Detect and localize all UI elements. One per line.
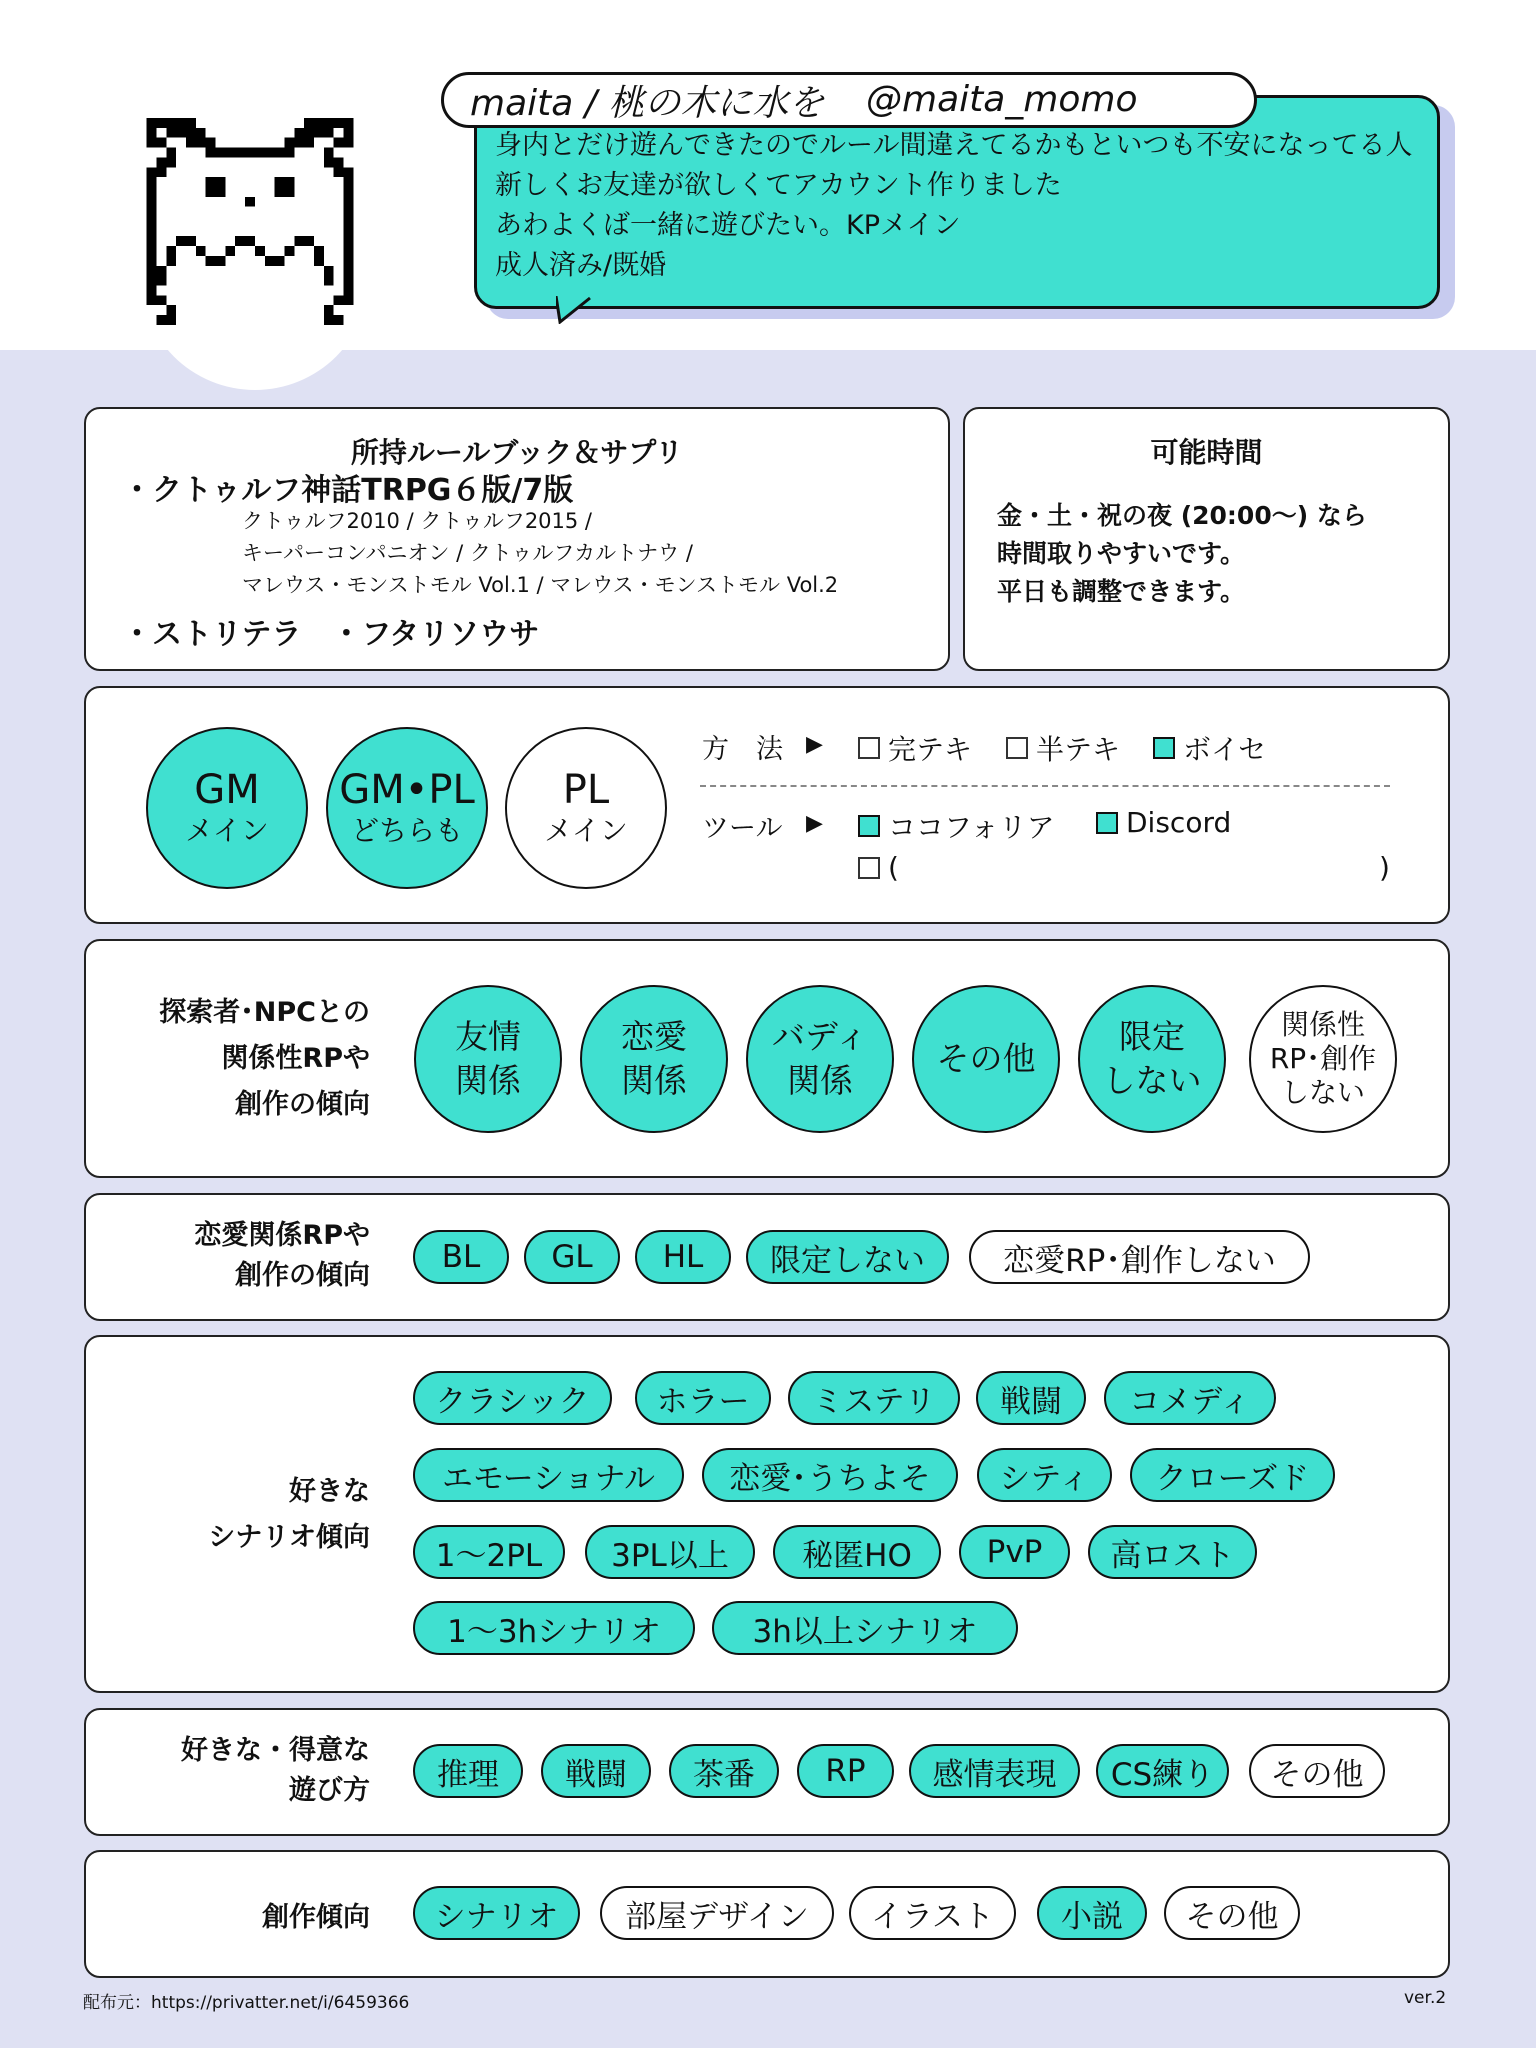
label-line: 好きな・得意な	[181, 1735, 370, 1766]
footer-source: 配布元：https://privatter.net/i/6459366	[83, 1993, 410, 2013]
bio-line: あわよくば一緒に遊びたい。KPメイン	[495, 210, 961, 241]
profile-bio	[495, 126, 1412, 286]
playstyle-label	[181, 1731, 370, 1811]
option-label: Discord	[1126, 806, 1232, 839]
scenario-label	[208, 1469, 370, 1561]
circle-line: 恋愛	[621, 1017, 687, 1056]
circle-line: しない	[1102, 1061, 1202, 1100]
scenario-1-2pl[interactable]: 1～2PL	[413, 1525, 565, 1579]
relationship-other[interactable]	[912, 985, 1060, 1133]
option-label: 完テキ	[888, 733, 973, 766]
creation-illustration[interactable]: イラスト	[849, 1886, 1016, 1940]
label-line: 恋愛関係RPや	[194, 1220, 370, 1251]
footer-version: ver.2	[1404, 1988, 1447, 2008]
circle-line: 限定	[1119, 1017, 1185, 1056]
method-arrow-icon: ▶	[806, 732, 823, 757]
role-gm-pl-both[interactable]	[326, 727, 488, 889]
label-line: 創作の傾向	[235, 1260, 370, 1291]
playstyle-rp[interactable]: RP	[797, 1744, 894, 1798]
circle-line: バディ	[771, 1017, 869, 1056]
tool-arrow-icon: ▶	[806, 811, 823, 836]
role-top: GM	[194, 767, 260, 813]
relationship-none[interactable]	[1249, 985, 1397, 1133]
availability-line: 時間取りやすいです。	[997, 539, 1246, 568]
option-label: ココフォリア	[888, 811, 1055, 844]
scenario-3h-plus[interactable]: 3h以上シナリオ	[712, 1601, 1018, 1655]
creation-novel[interactable]: 小説	[1037, 1886, 1147, 1940]
tool-option-discord[interactable]	[1096, 806, 1231, 839]
circle-line: しない	[1280, 1076, 1365, 1109]
scenario-1-3h[interactable]: 1～3hシナリオ	[413, 1601, 695, 1655]
role-top: GM•PL	[339, 767, 475, 813]
divider	[700, 785, 1390, 787]
tool-option-cocofolia[interactable]	[858, 806, 1055, 846]
playstyle-chaban[interactable]: 茶番	[669, 1744, 779, 1798]
label-line: 遊び方	[289, 1775, 370, 1806]
circle-line: 関係	[787, 1061, 853, 1100]
scenario-mystery[interactable]: ミステリ	[788, 1371, 960, 1425]
checkbox[interactable]	[858, 737, 880, 759]
scenario-classic[interactable]: クラシック	[413, 1371, 612, 1425]
avatar	[145, 118, 355, 384]
scenario-closed[interactable]: クローズド	[1130, 1448, 1335, 1502]
rulebook-sub: クトゥルフ2010 / クトゥルフ2015 /	[242, 509, 593, 533]
method-option-hanteki[interactable]	[1006, 728, 1120, 768]
bio-line: 身内とだけ遊んできたのでルール間違えてるかもといつも不安になってる人	[495, 130, 1413, 161]
bio-line: 新しくお友達が欲しくてアカウント作りました	[495, 170, 1062, 201]
romance-gl[interactable]: GL	[524, 1230, 620, 1284]
option-label: 半テキ	[1036, 733, 1121, 766]
circle-line: 関係性	[1280, 1008, 1365, 1041]
scenario-comedy[interactable]: コメディ	[1104, 1371, 1276, 1425]
relationship-label	[159, 990, 370, 1128]
relationship-friendship[interactable]	[414, 985, 562, 1133]
playstyle-other[interactable]: その他	[1249, 1744, 1385, 1798]
bio-line: 成人済み/既婚	[495, 250, 667, 281]
role-pl-main[interactable]	[505, 727, 667, 889]
availability-line: 金・土・祝の夜 (20:00～) なら	[997, 501, 1367, 530]
profile-name: maita / 桃の木に水を	[441, 72, 1257, 128]
scenario-pvp[interactable]: PvP	[959, 1525, 1070, 1579]
circle-line: 友情	[455, 1017, 521, 1056]
method-label: 方 法	[702, 734, 783, 765]
label-line: 探索者･NPCとの	[159, 997, 370, 1028]
relationship-romance[interactable]	[580, 985, 728, 1133]
label-line: 創作の傾向	[235, 1089, 370, 1120]
role-bottom: メイン	[185, 814, 269, 847]
rulebook-card	[84, 407, 950, 671]
circle-line: 関係	[455, 1061, 521, 1100]
method-option-kanteki[interactable]	[858, 728, 972, 768]
scenario-secret-ho[interactable]: 秘匿HO	[773, 1525, 941, 1579]
creation-scenario[interactable]: シナリオ	[413, 1886, 580, 1940]
availability-line: 平日も調整できます。	[997, 577, 1246, 606]
checkbox[interactable]	[858, 815, 880, 837]
tool-option-other[interactable]	[858, 851, 899, 884]
method-option-voice[interactable]	[1153, 728, 1266, 768]
rulebook-extra: ・ストリテラ ・フタリソウサ	[122, 617, 540, 652]
romance-label	[194, 1216, 370, 1296]
playstyle-battle[interactable]: 戦闘	[541, 1744, 651, 1798]
role-gm-main[interactable]	[146, 727, 308, 889]
option-label: ボイセ	[1183, 733, 1267, 766]
circle-line: RP･創作	[1269, 1042, 1377, 1075]
scenario-high-lost[interactable]: 高ロスト	[1088, 1525, 1257, 1579]
rulebook-title: 所持ルールブック＆サプリ	[350, 436, 684, 469]
rulebook-sub: キーパーコンパニオン / クトゥルフカルトナウ /	[242, 541, 693, 565]
role-bottom: メイン	[544, 814, 628, 847]
checkbox[interactable]	[1006, 737, 1028, 759]
label-line: 関係性RPや	[221, 1043, 370, 1074]
scenario-horror[interactable]: ホラー	[635, 1371, 771, 1425]
romance-none[interactable]: 恋愛RP･創作しない	[969, 1230, 1310, 1284]
scenario-romance-ours[interactable]: 恋愛･うちよそ	[702, 1448, 958, 1502]
romance-bl[interactable]: BL	[413, 1230, 509, 1284]
profile-handle: @maita_momo	[866, 79, 1138, 120]
rulebook-main: ・クトゥルフ神話TRPG６版/7版	[122, 473, 574, 508]
checkbox[interactable]	[858, 857, 880, 879]
scenario-battle[interactable]: 戦闘	[976, 1371, 1086, 1425]
tool-label: ツール	[702, 813, 783, 844]
availability-title: 可能時間	[1150, 436, 1263, 469]
playstyle-emotion[interactable]: 感情表現	[909, 1744, 1080, 1798]
role-top: PL	[562, 767, 610, 813]
romance-hl[interactable]: HL	[635, 1230, 731, 1284]
checkbox[interactable]	[1153, 737, 1175, 759]
scenario-emotional[interactable]: エモーショナル	[413, 1448, 684, 1502]
playstyle-cs[interactable]: CS練り	[1096, 1744, 1229, 1798]
tool-other-close: )	[1379, 851, 1390, 884]
romance-unlimited[interactable]: 限定しない	[746, 1230, 949, 1284]
scenario-3pl-plus[interactable]: 3PL以上	[585, 1525, 755, 1579]
scenario-city[interactable]: シティ	[977, 1448, 1112, 1502]
bubble-tail	[556, 296, 596, 324]
availability-card	[963, 407, 1450, 671]
label-line: シナリオ傾向	[208, 1522, 370, 1553]
playstyle-deduction[interactable]: 推理	[413, 1744, 523, 1798]
other-open: (	[888, 851, 899, 884]
checkbox[interactable]	[1096, 812, 1118, 834]
creation-label: 創作傾向	[262, 1902, 370, 1933]
rulebook-sub: マレウス・モンストモル Vol.1 / マレウス・モンストモル Vol.2	[242, 573, 839, 597]
relationship-unlimited[interactable]	[1078, 985, 1226, 1133]
role-bottom: どちらも	[350, 814, 463, 847]
creation-other[interactable]: その他	[1164, 1886, 1300, 1940]
creation-room-design[interactable]: 部屋デザイン	[600, 1886, 834, 1940]
circle-line: その他	[936, 1039, 1036, 1078]
circle-line: 関係	[621, 1061, 687, 1100]
relationship-buddy[interactable]	[746, 985, 894, 1133]
label-line: 好きな	[289, 1476, 370, 1507]
